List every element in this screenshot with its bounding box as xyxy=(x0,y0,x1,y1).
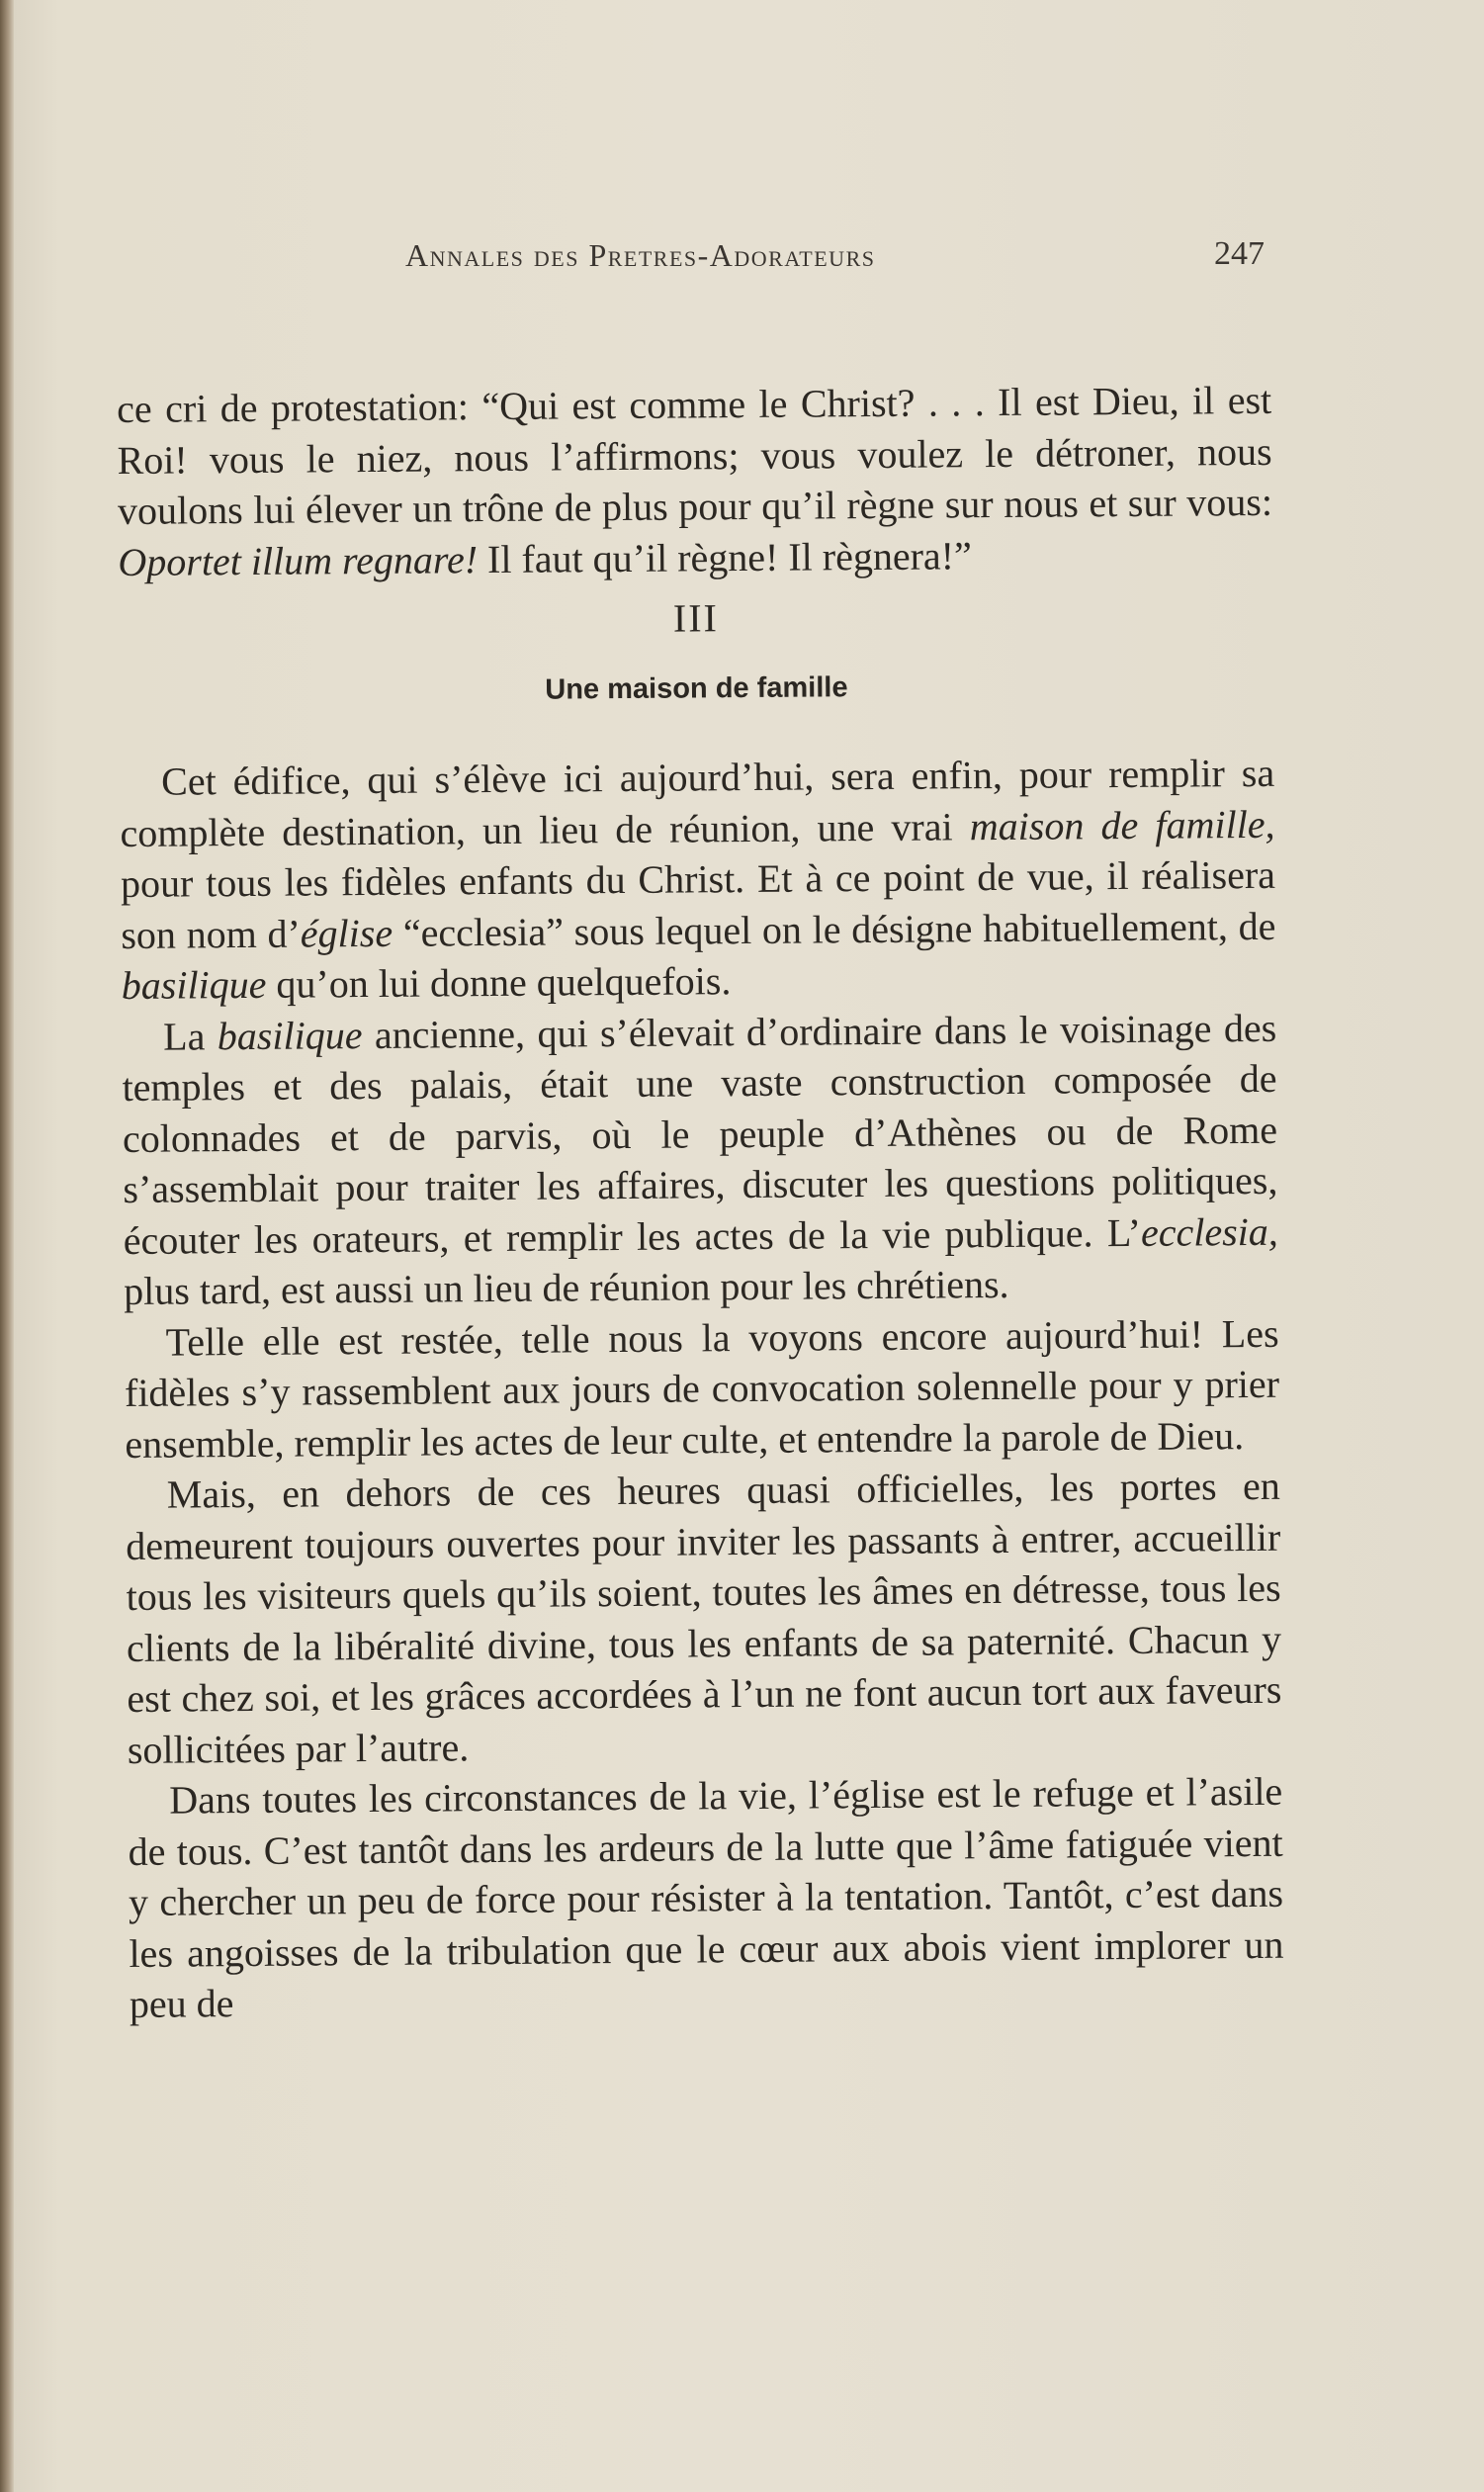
paragraph-2: Cet édifice, qui s’élève ici aujourd’hui, sera enfin, pour remplir sa complète destination, un lieu de réunion, une vrai maison de famille, pour tous les fidèles enfants du Christ. Et à ce point de vue, il réalisera son nom d’église “ecclesia” sous lequel on le désigne habituellement, de basilique qu’on lui donne quelquefois. xyxy=(120,750,1276,1008)
section-title: Une maison de famille xyxy=(545,670,848,706)
paragraph-1: ce cri de protestation: “Qui est comme le Christ? . . . Il est Dieu, il est Roi! vous le niez, nous l’affirmons; vous voulez le détroner, nous voulons lui élever un trône de plus pour qu’il règne sur nous et sur vous: Oportet illum regnare! Il faut qu’il règne! Il règnera!” xyxy=(117,377,1273,584)
latin-quote: Oportet illum regnare! xyxy=(118,536,479,584)
page-number: 247 xyxy=(1214,235,1265,272)
section-number: III xyxy=(672,595,720,641)
paragraph-3: La basilique ancienne, qui s’élevait d’ordinaire dans le voisinage des temples et des palais, était une vaste construction composée de colonnades et de parvis, où le peuple d’Athènes ou de Rome s’assemblait pour traiter les affaires, discuter les questions politiques, écouter les orateurs, et remplir les actes de la vie publique. L’ecclesia, plus tard, est aussi un lieu de réunion pour les chrétiens. xyxy=(122,1005,1278,1313)
binding-edge xyxy=(0,0,14,2492)
paragraph-4: Telle elle est restée, telle nous la voyons encore aujourd’hui! Les fidèles s’y rassemblent aux jours de convocation solennelle pour y prier ensemble, remplir les actes de leur culte, et entendre la parole de Dieu. xyxy=(124,1310,1280,1467)
running-head: Annales des Pretres-Adorateurs xyxy=(405,237,876,273)
paragraph-6: Dans toutes les circonstances de la vie, l’église est le refuge et l’asile de tous. C’est tantôt dans les ardeurs de la lutte que l’âme fatiguée vient y chercher un peu de force pour résister à la tentation. Tantôt, c’est dans les angoisses de la tribulation que le cœur aux abois vient implorer un peu de xyxy=(128,1768,1284,2026)
paragraph-5: Mais, en dehors de ces heures quasi officielles, les portes en demeurent toujours ouvertes pour inviter les passants à entrer, accueillir tous les visiteurs quels qu’ils soient, toutes les âmes en détresse, tous les clients de la libéralité divine, tous les enfants de sa paternité. Chacun y est chez soi, et les grâces accordées à l’un ne font aucun tort aux faveurs sollicitées par l’autre. xyxy=(126,1463,1282,1772)
body-text xyxy=(117,375,1284,2030)
